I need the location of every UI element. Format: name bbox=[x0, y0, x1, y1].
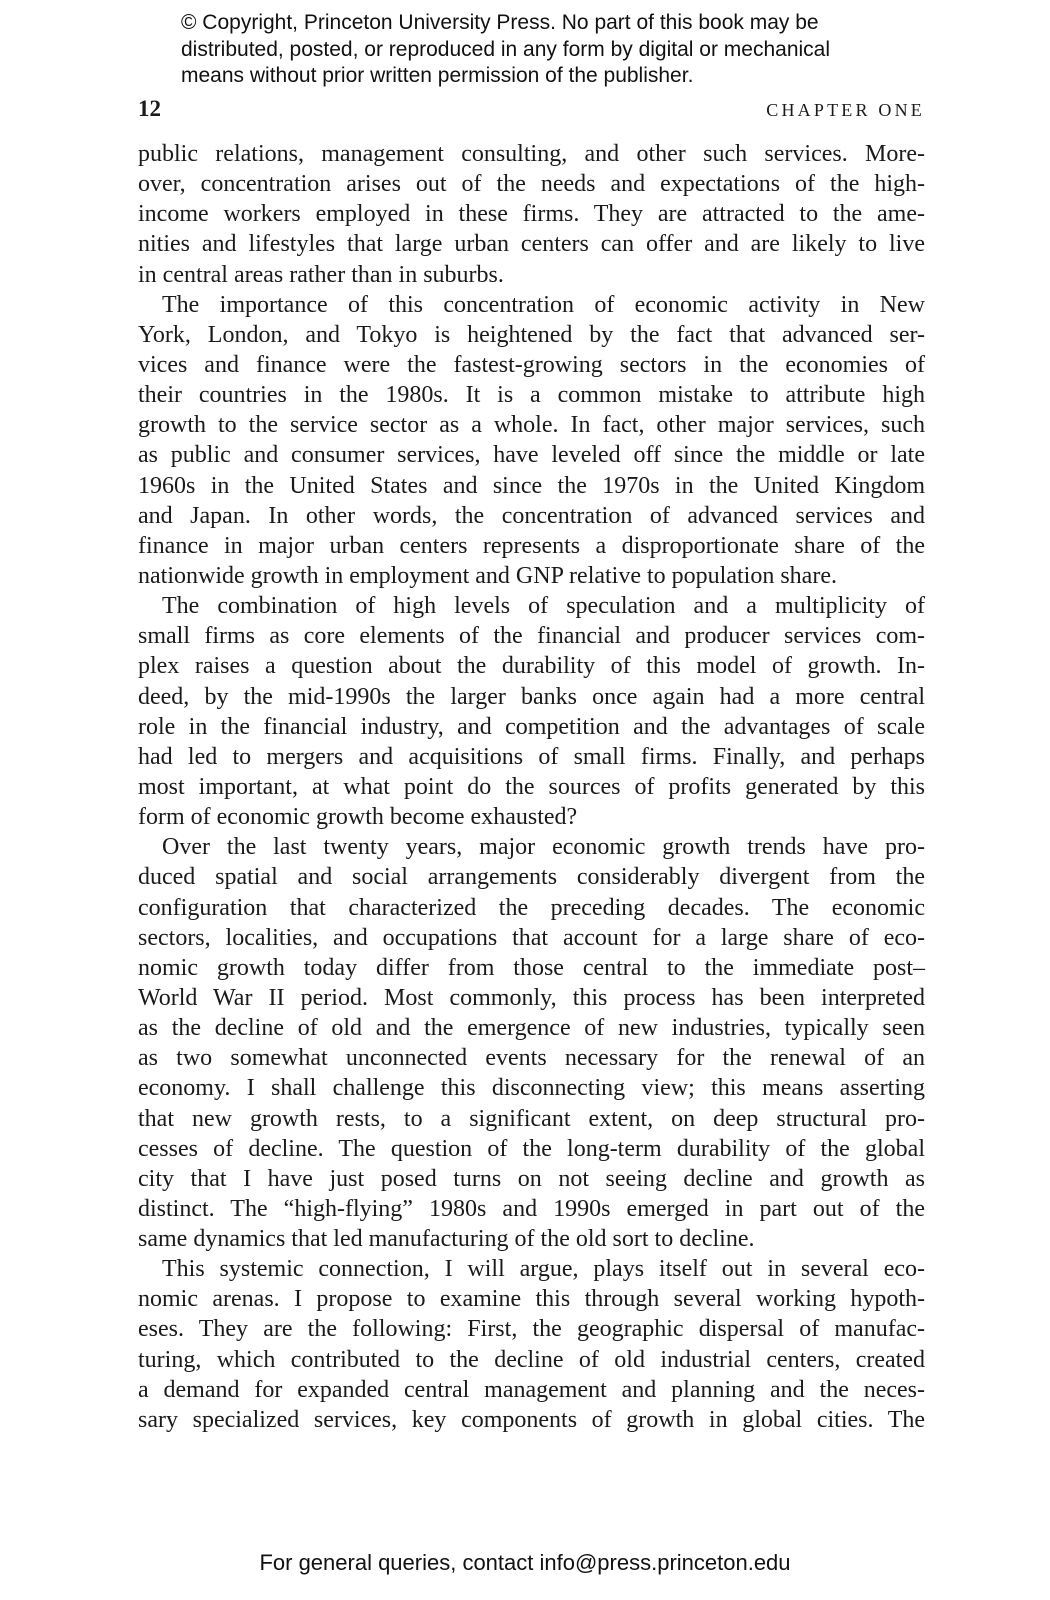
text-line: 1960s in the United States and since the 1970s in the United Kingdom bbox=[138, 472, 925, 499]
text-line: duced spatial and social arrangements considerably divergent from the bbox=[138, 864, 925, 891]
text-line: nomic growth today differ from those central to the immediate post– bbox=[138, 954, 925, 981]
text-line: most important, at what point do the sources of profits generated by this bbox=[138, 773, 925, 800]
text-line: as two somewhat unconnected events necessary for the renewal of an bbox=[138, 1045, 925, 1072]
text-line: finance in major urban centers represents a disproportionate share of the bbox=[138, 532, 925, 559]
text-line: had led to mergers and acquisitions of small firms. Finally, and perhaps bbox=[138, 743, 925, 770]
copyright-line: © Copyright, Princeton University Press. No part of this book may be bbox=[181, 11, 819, 34]
copyright-notice bbox=[181, 10, 941, 90]
running-head bbox=[138, 96, 925, 126]
text-line: nomic arenas. I propose to examine this through several working hypoth- bbox=[138, 1286, 925, 1313]
text-line: sary specialized services, key components of growth in global cities. The bbox=[138, 1406, 925, 1433]
text-line: small firms as core elements of the financial and producer services com- bbox=[138, 623, 925, 650]
text-line: nationwide growth in employment and GNP relative to population share. bbox=[138, 562, 837, 589]
text-line: growth to the service sector as a whole. In fact, other major services, such bbox=[138, 412, 925, 439]
text-line: city that I have just posed turns on not seeing decline and growth as bbox=[138, 1165, 925, 1192]
text-line: eses. They are the following: First, the geographic dispersal of manufac- bbox=[138, 1316, 925, 1343]
text-line: that new growth rests, to a significant extent, on deep structural pro- bbox=[138, 1105, 925, 1132]
footer-contact: For general queries, contact info@press.princeton.edu bbox=[259, 1550, 791, 1575]
paragraph bbox=[138, 832, 925, 1254]
text-line: deed, by the mid-1990s the larger banks once again had a more central bbox=[138, 683, 925, 710]
body-text bbox=[138, 139, 925, 1435]
text-line: form of economic growth become exhausted? bbox=[138, 804, 578, 831]
copyright-line: means without prior written permission of the publisher. bbox=[181, 64, 694, 87]
text-line: their countries in the 1980s. It is a common mistake to attribute high bbox=[138, 382, 925, 409]
text-line: configuration that characterized the preceding decades. The economic bbox=[138, 894, 925, 921]
copyright-line: distributed, posted, or reproduced in any form by digital or mechanical bbox=[181, 37, 831, 61]
text-line: York, London, and Tokyo is heightened by the fact that advanced ser- bbox=[138, 321, 925, 348]
text-line: and Japan. In other words, the concentration of advanced services and bbox=[138, 502, 925, 529]
text-line: over, concentration arises out of the needs and expectations of the high- bbox=[138, 171, 925, 198]
text-line: The combination of high levels of speculation and a multiplicity of bbox=[162, 593, 925, 620]
text-line: World War II period. Most commonly, this process has been interpreted bbox=[138, 984, 925, 1011]
text-line: distinct. The “high-flying” 1980s and 1990s emerged in part out of the bbox=[138, 1195, 925, 1222]
paragraph bbox=[138, 591, 925, 832]
text-line: as the decline of old and the emergence of new industries, typically seen bbox=[138, 1015, 925, 1042]
text-line: economy. I shall challenge this disconnecting view; this means asserting bbox=[138, 1075, 925, 1102]
text-line: plex raises a question about the durability of this model of growth. In- bbox=[138, 653, 925, 680]
text-line: as public and consumer services, have leveled off since the middle or late bbox=[138, 442, 925, 469]
paragraph bbox=[138, 139, 925, 290]
paragraph bbox=[138, 1254, 925, 1435]
text-line: The importance of this concentration of economic activity in New bbox=[162, 291, 925, 318]
page-number: 12 bbox=[138, 96, 161, 121]
text-line: Over the last twenty years, major economic growth trends have pro- bbox=[162, 834, 925, 861]
text-line: vices and finance were the fastest-growing sectors in the economies of bbox=[138, 351, 925, 378]
text-line: a demand for expanded central management and planning and the neces- bbox=[138, 1376, 925, 1403]
text-line: income workers employed in these firms. They are attracted to the ame- bbox=[138, 201, 925, 228]
text-line: cesses of decline. The question of the long-term durability of the global bbox=[138, 1135, 925, 1162]
paragraph bbox=[138, 290, 925, 591]
text-line: This systemic connection, I will argue, plays itself out in several eco- bbox=[162, 1256, 925, 1283]
text-line: sectors, localities, and occupations that account for a large share of eco- bbox=[138, 924, 925, 951]
text-line: public relations, management consulting, and other such services. More- bbox=[138, 141, 925, 167]
text-line: same dynamics that led manufacturing of the old sort to decline. bbox=[138, 1226, 755, 1253]
text-line: turing, which contributed to the decline of old industrial centers, created bbox=[138, 1346, 925, 1373]
text-line: nities and lifestyles that large urban centers can offer and are likely to live bbox=[138, 231, 925, 258]
text-line: role in the financial industry, and competition and the advantages of scale bbox=[138, 713, 925, 740]
chapter-title: CHAPTER ONE bbox=[766, 100, 925, 120]
text-line: in central areas rather than in suburbs. bbox=[138, 261, 504, 288]
